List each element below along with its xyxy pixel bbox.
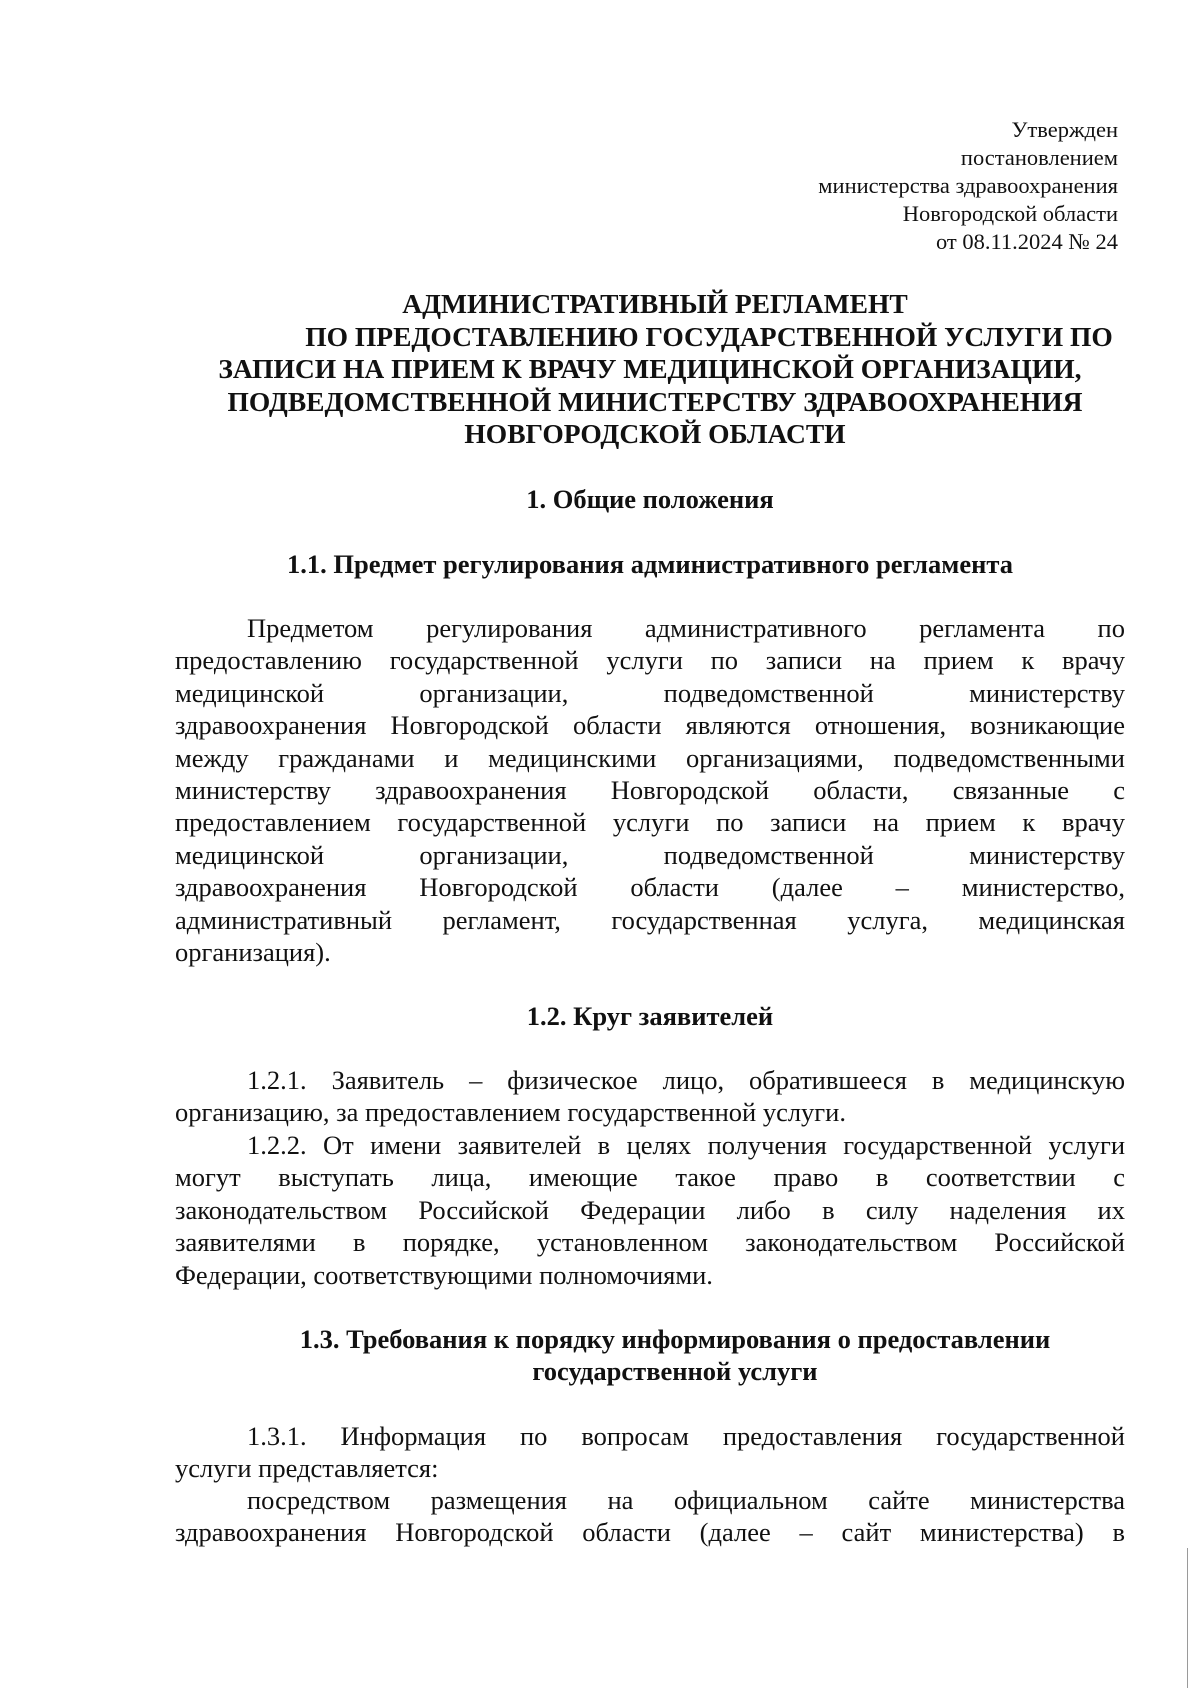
approval-line: постановлением [960, 145, 1118, 170]
text-line: административный регламент, государственная услуга, медицинская [175, 904, 1125, 935]
text-line: медицинской организации, подведомственной министерству [175, 677, 1125, 708]
paragraph-1-1 [175, 612, 1125, 968]
text-line: 1.2.2. От имени заявителей в целях получения государственной услуги [247, 1130, 1125, 1160]
paragraph-1-3-1 [175, 1420, 1125, 1485]
text-line: медицинской организации, подведомственной министерству [175, 839, 1125, 870]
paragraph-1-2-1 [175, 1064, 1125, 1129]
text-line: могут выступать лица, имеющие такое право в соответствии с [175, 1162, 1125, 1193]
text-line: 1.2.1. Заявитель – физическое лицо, обратившееся в медицинскую [247, 1065, 1125, 1095]
text-line: 1.3.1. Информация по вопросам предоставления государственной [247, 1421, 1125, 1451]
approval-line: министерства здравоохранения [818, 173, 1118, 198]
text-line: законодательством Российской Федерации либо в силу наделения их [175, 1194, 1125, 1225]
heading-line: 1.3. Требования к порядку информирования о предоставлении [299, 1324, 1051, 1354]
approval-line: Утвержден [1011, 117, 1118, 142]
title-line: ПОДВЕДОМСТВЕННОЙ МИНИСТЕРСТВУ ЗДРАВООХРАНЕНИЯ [227, 385, 1083, 417]
paragraph-1-2-2 [175, 1129, 1125, 1291]
document-title [175, 288, 1125, 451]
section-heading-1: 1. Общие положения [526, 484, 774, 514]
heading-line: государственной услуги [532, 1356, 818, 1386]
section-heading-1-1: 1.1. Предмет регулирования административного регламента [287, 549, 1013, 579]
approval-line: от 08.11.2024 № 24 [935, 229, 1118, 254]
approval-stamp [818, 116, 1118, 256]
title-line: НОВГОРОДСКОЙ ОБЛАСТИ [464, 418, 846, 449]
text-line: здравоохранения Новгородской области (далее – сайт министерства) в [175, 1517, 1125, 1548]
scan-edge-line [1187, 1548, 1188, 1688]
text-line: здравоохранения Новгородской области (далее – министерство, [175, 872, 1125, 903]
text-line: здравоохранения Новгородской области являются отношения, возникающие [175, 710, 1125, 741]
text-line: заявителями в порядке, установленном законодательством Российской [175, 1227, 1125, 1258]
text-line: организацию, за предоставлением государственной услуги. [175, 1097, 846, 1128]
text-line: услуги представляется: [175, 1453, 439, 1484]
text-line: посредством размещения на официальном сайте министерства [247, 1485, 1125, 1515]
text-line: предоставлению государственной услуги по записи на прием к врачу [175, 645, 1125, 676]
text-line: Федерации, соответствующими полномочиями. [175, 1259, 713, 1290]
approval-line: Новгородской области [902, 201, 1118, 226]
text-line: организация). [175, 936, 331, 967]
text-line: министерству здравоохранения Новгородской области, связанные с [175, 774, 1125, 805]
text-line: между гражданами и медицинскими организациями, подведомственными [175, 742, 1125, 773]
paragraph-1-3-1-cont [175, 1484, 1125, 1549]
text-line: Предметом регулирования административного регламента по [247, 613, 1125, 643]
section-heading-1-3 [175, 1323, 1125, 1387]
text-line: предоставлением государственной услуги по записи на прием к врачу [175, 807, 1125, 838]
title-line: ЗАПИСИ НА ПРИЕМ К ВРАЧУ МЕДИЦИНСКОЙ ОРГАНИЗАЦИИ, [218, 353, 1082, 384]
title-line: АДМИНИСТРАТИВНЫЙ РЕГЛАМЕНТ [402, 288, 908, 319]
title-line: ПО ПРЕДОСТАВЛЕНИЮ ГОСУДАРСТВЕННОЙ УСЛУГИ ПО [305, 320, 1113, 352]
section-heading-1-2: 1.2. Круг заявителей [526, 1001, 774, 1031]
